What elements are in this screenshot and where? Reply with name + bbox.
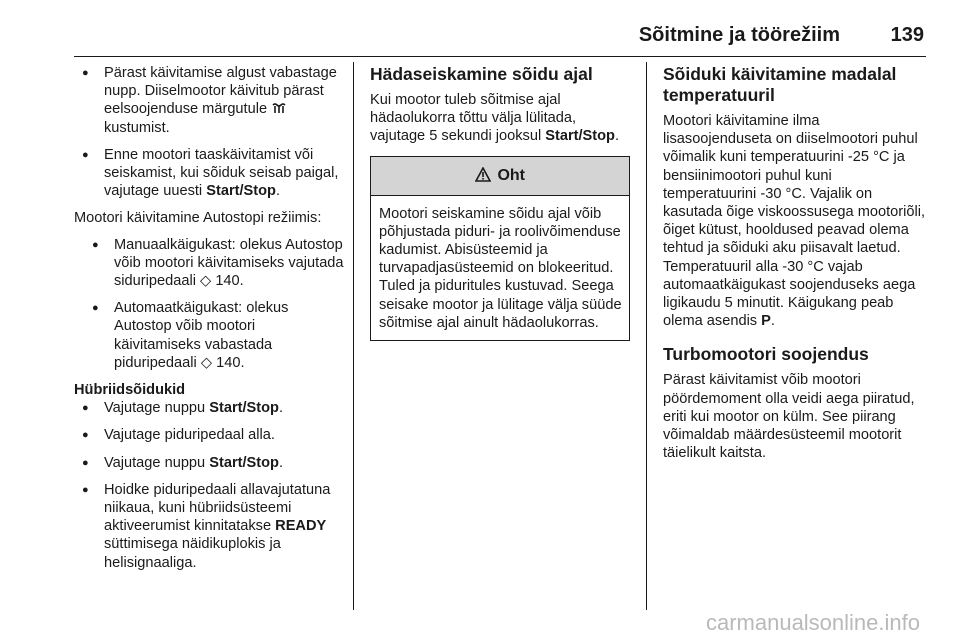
section-heading: Sõiduki käivitamine madalal temperatuuril <box>663 64 897 105</box>
column-1 <box>74 64 344 581</box>
glow-plug-icon <box>271 101 289 117</box>
section-heading: Turbomootori soojendus <box>663 344 869 365</box>
list-item: ● Automaatkäigukast: olekus Autostop võib mootori käivitamiseks vabastada piduripedaali ◇ 140. <box>84 299 344 372</box>
column-divider-1 <box>353 62 354 610</box>
autostop-heading: Mootori käivitamine Autostopi režiimis: <box>74 210 322 227</box>
list-item: ● Vajutage piduripedaal alla. <box>74 426 344 444</box>
paragraph: Pärast käivitamist võib mootori pöördemoment olla veidi aega piiratud, eriti kui mootor on külm. See piirang võimaldab määrdesüsteemil mootorit täielikult kaitsta. <box>663 372 915 462</box>
column-3 <box>663 64 928 470</box>
warning-text: Mootori seiskamine sõidu ajal võib põhjustada piduri- ja roolivõimenduse kadumist. Abisüsteemid ja turvapadjasüsteemid on blokeeritud. Tuled ja piduritules kustuvad. Seega seisake mootor ja lülitage välja süüde sõitmise ajal ainult hädaolukorras. <box>379 205 622 331</box>
page-ref-icon: ◇ <box>200 354 213 371</box>
column-2 <box>370 64 632 341</box>
section-heading: Hädaseiskamine sõidu ajal <box>370 64 593 84</box>
list-item: ● Vajutage nuppu Start/Stop. <box>74 454 344 472</box>
list-item: ● Vajutage nuppu Start/Stop. <box>74 399 344 417</box>
paragraph: Mootori käivitamine ilma lisasoojenduseta on diiselmootori puhul võimalik kuni temperatuurini -25 °C ja bensiinimootori puhul kuni temperatuurini -30 °C. Vajalik on kasutada õige viskoossusega mootoriõli, õiget kütust, hooldused peavad olema tehtud ja sõiduki aku piisavalt laetud. Temperatuuril alla -30 °C vajab automaatkäigukast soojenduseks aega ligikaudu 5 minutit. Käigukang peab olema asendis P. <box>663 113 926 330</box>
page-number: 139 <box>890 24 924 46</box>
header-rule <box>74 56 926 57</box>
paragraph: Kui mootor tuleb sõitmise ajal hädaolukorra tõttu välja lülitada, vajutage 5 sekundi jooksul Start/Stop. <box>370 92 620 145</box>
page-title: Sõitmine ja töörežiim <box>638 24 840 46</box>
list-item: ● Hoidke piduripedaali allavajutatuna niikaua, kuni hübriidsüsteemi aktiveerumist kinnitatakse READY süttimisega näidikuplokis ja helisignaaliga. <box>74 481 344 572</box>
list-item: ● Pärast käivitamise algust vabastage nupp. Diiselmootor käivitub pärast eelsoojenduse märgutule kustumist. <box>74 64 344 137</box>
column-divider-2 <box>646 62 647 610</box>
page-ref-icon: ◇ <box>200 273 212 290</box>
list-item: ● Enne mootori taaskäivitamist või seiskamist, kui sõiduk seisab paigal, vajutage uuesti Start/Stop. <box>74 146 344 201</box>
list-item: ● Manuaalkäigukast: olekus Autostop võib mootori käivitamiseks vajutada siduripedaali ◇ 140. <box>84 236 344 291</box>
hybrid-heading: Hübriidsõidukid <box>74 382 186 399</box>
warning-header: Oht <box>371 157 629 196</box>
warning-box <box>370 156 630 341</box>
watermark-text: carmanualsonline.info <box>705 610 920 635</box>
warning-triangle-icon <box>475 167 497 184</box>
